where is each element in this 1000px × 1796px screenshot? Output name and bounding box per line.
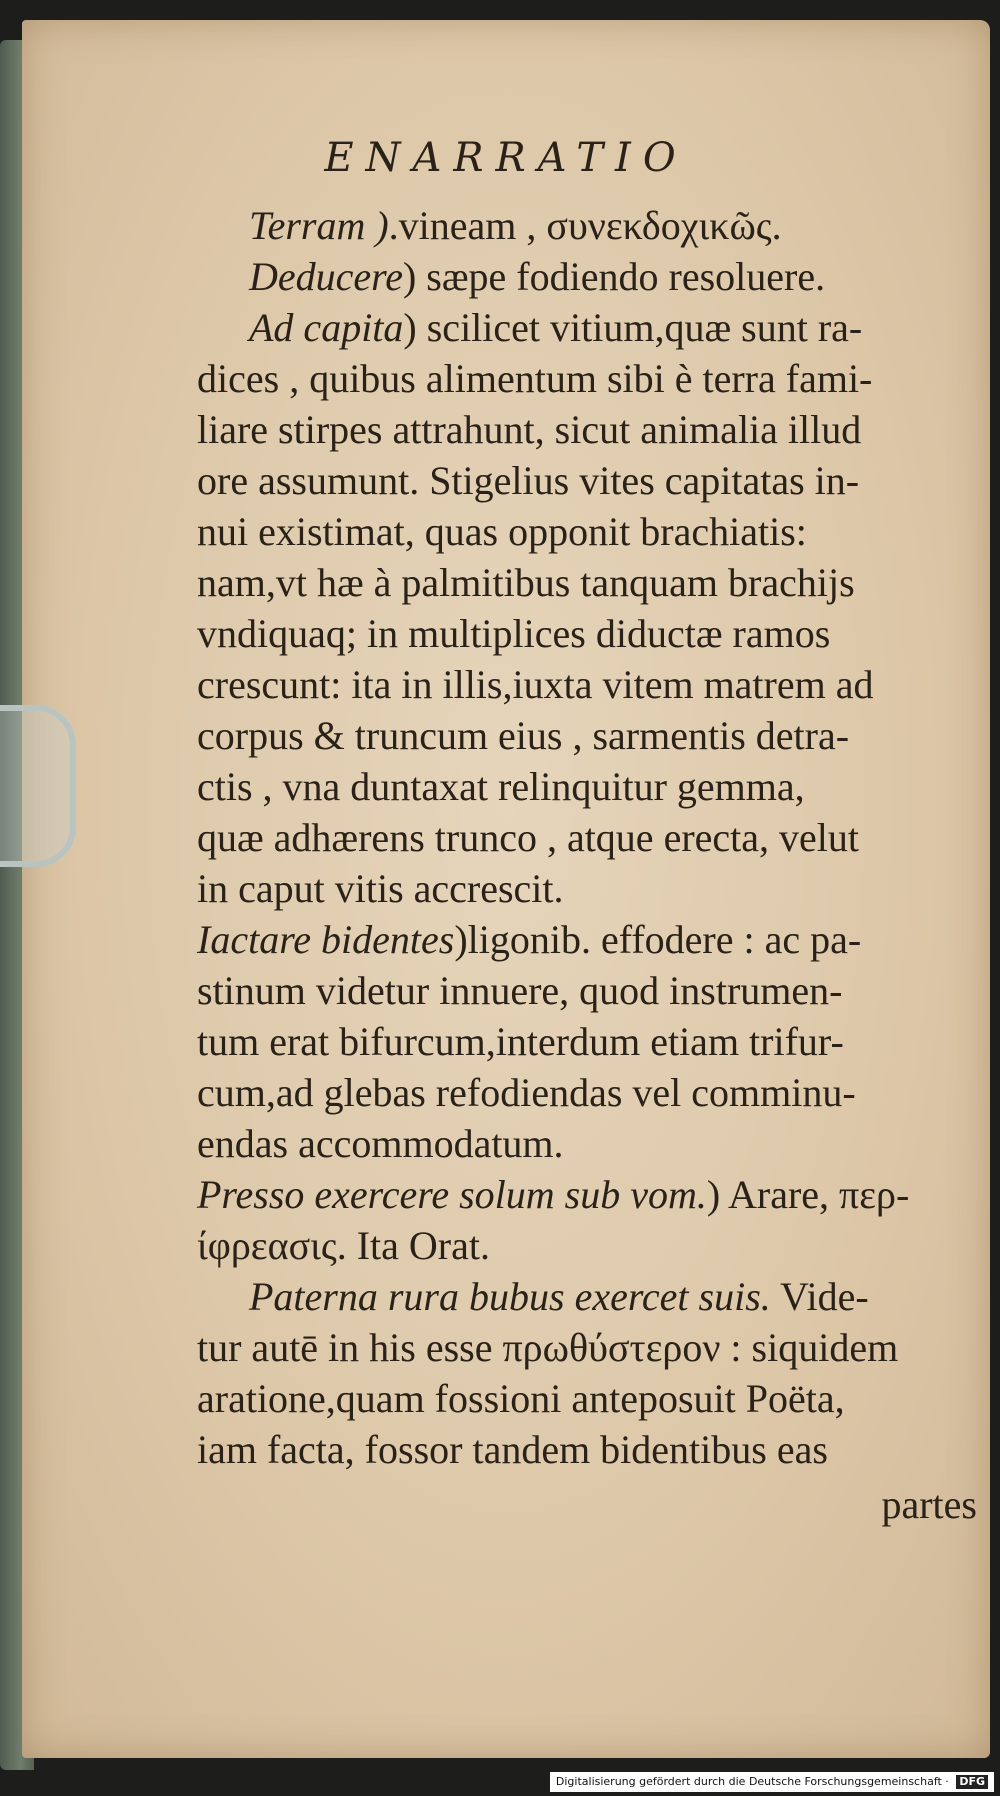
text-line bbox=[197, 200, 977, 251]
text-line bbox=[197, 557, 977, 608]
text-line bbox=[197, 1169, 977, 1220]
book-page bbox=[22, 20, 990, 1758]
text-line bbox=[197, 455, 977, 506]
line-text: )ligonib. effodere : ac pa- bbox=[454, 917, 862, 962]
line-text: ίφρεασις. Ita Orat. bbox=[197, 1223, 490, 1268]
line-text: crescunt: ita in illis,iuxta vitem matrem ad bbox=[197, 662, 874, 707]
line-text: in caput vitis accrescit. bbox=[197, 866, 564, 911]
lemma: Ad capita bbox=[249, 305, 404, 350]
text-line bbox=[197, 1373, 977, 1424]
text-line bbox=[197, 1271, 977, 1322]
dfg-logo: DFG bbox=[956, 1775, 988, 1789]
line-text: nui existimat, quas opponit brachiatis: bbox=[197, 509, 807, 554]
text-line bbox=[197, 812, 977, 863]
line-text: aratione,quam fossioni anteposuit Poëta, bbox=[197, 1376, 845, 1421]
line-text: stinum videtur innuere, quod instrumen- bbox=[197, 968, 843, 1013]
text-line bbox=[197, 608, 977, 659]
line-text: ore assumunt. Stigelius vites capitatas in- bbox=[197, 458, 860, 503]
line-text: iam facta, fossor tandem bidentibus eas bbox=[197, 1427, 828, 1472]
line-text: ctis , vna duntaxat relinquitur gemma, bbox=[197, 764, 805, 809]
text-line bbox=[197, 1067, 977, 1118]
text-line bbox=[197, 302, 977, 353]
line-text: ) Arare, περ- bbox=[706, 1172, 910, 1217]
line-text: dices , quibus alimentum sibi è terra fami- bbox=[197, 356, 873, 401]
text-line bbox=[197, 914, 977, 965]
line-text: tur autē in his esse πρωθύστερον : siquidem bbox=[197, 1325, 899, 1370]
catchword: partes bbox=[881, 1482, 977, 1527]
line-text: cum,ad glebas refodiendas vel comminu- bbox=[197, 1070, 856, 1115]
line-text: nam,vt hæ à palmitibus tanquam brachijs bbox=[197, 560, 855, 605]
text-line bbox=[197, 251, 977, 302]
text-line bbox=[197, 710, 977, 761]
lemma: Deducere bbox=[249, 254, 403, 299]
text-line bbox=[197, 506, 977, 557]
text-line bbox=[197, 863, 977, 914]
text-line bbox=[197, 1424, 977, 1475]
line-text: tum erat bifurcum,interdum etiam trifur- bbox=[197, 1019, 844, 1064]
page-clip bbox=[0, 705, 76, 867]
text-line bbox=[197, 1118, 977, 1169]
text-line bbox=[197, 353, 977, 404]
line-text: endas accommodatum. bbox=[197, 1121, 564, 1166]
text-line bbox=[197, 1016, 977, 1067]
footer-credit bbox=[550, 1772, 994, 1792]
text-line bbox=[197, 1220, 977, 1271]
line-text: ) sæpe fodiendo resoluere. bbox=[402, 254, 826, 299]
line-text: .vineam , συνεκδοχικῶς. bbox=[388, 203, 782, 248]
text-line bbox=[197, 1322, 977, 1373]
text-line bbox=[197, 761, 977, 812]
lemma: Terram ) bbox=[249, 203, 389, 248]
line-text: Vide- bbox=[770, 1274, 869, 1319]
text-line bbox=[197, 965, 977, 1016]
line-text: liare stirpes attrahunt, sicut animalia illud bbox=[197, 407, 862, 452]
line-text: quæ adhærens trunco , atque erecta, velut bbox=[197, 815, 859, 860]
lemma: Paterna rura bubus exercet suis. bbox=[249, 1274, 771, 1319]
footer-credit-text: Digitalisierung gefördert durch die Deutsche Forschungsgemeinschaft · bbox=[555, 1775, 949, 1788]
text-line bbox=[197, 404, 977, 455]
text-line bbox=[197, 659, 977, 710]
lemma: Presso exercere solum sub vom. bbox=[197, 1172, 707, 1217]
line-text: ) scilicet vitium,quæ sunt ra- bbox=[403, 305, 863, 350]
running-head: ENARRATIO bbox=[324, 135, 688, 181]
text-block bbox=[197, 200, 977, 1530]
line-text: corpus & truncum eius , sarmentis detra- bbox=[197, 713, 850, 758]
line-text: vndiquaq; in multiplices diductæ ramos bbox=[197, 611, 831, 656]
lemma: Iactare bidentes bbox=[197, 917, 455, 962]
